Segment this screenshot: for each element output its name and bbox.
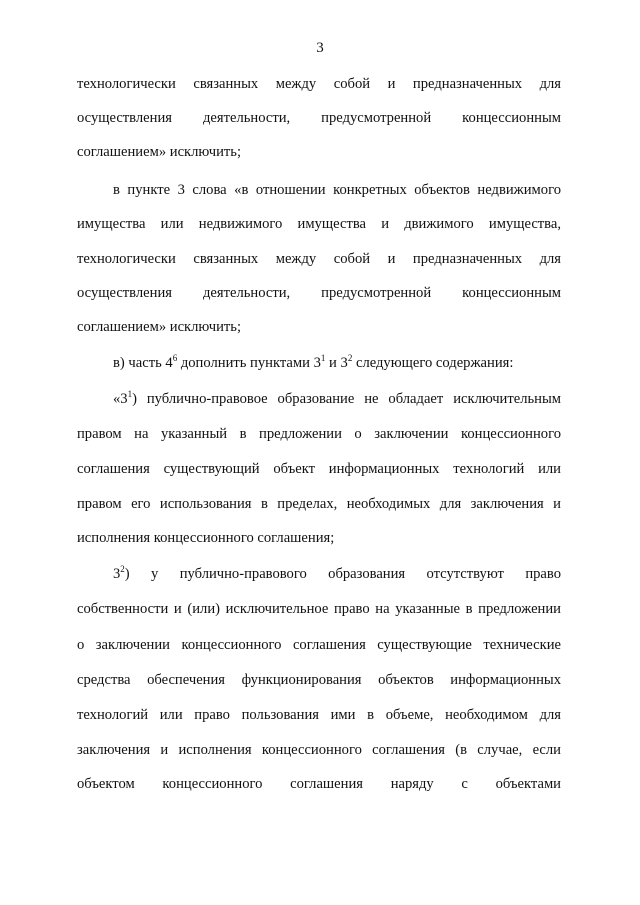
- text-fragment: ) у публично-правового образования отсутствуют право: [124, 566, 561, 582]
- text-line: [113, 564, 561, 584]
- text-line: правом его использования в пределах, необходимых для заключения и: [77, 496, 561, 512]
- text-fragment: дополнить пунктами 3: [177, 355, 321, 371]
- superscript: 1: [320, 353, 326, 363]
- text-line: средства обеспечения функционирования объектов информационных: [77, 672, 561, 688]
- text-line: технологически связанных между собой и предназначенных для: [77, 251, 561, 267]
- text-line: собственности и (или) исключительное право на указанные в предложении: [77, 601, 561, 617]
- text-fragment: 3: [113, 566, 121, 582]
- text-fragment: и 3: [325, 355, 348, 371]
- superscript: 2: [120, 564, 125, 574]
- text-fragment: в) часть 4: [113, 355, 173, 371]
- text-line: соглашения существующий объект информационных технологий или: [77, 461, 561, 477]
- text-line: технологий или право пользования ими в объеме, необходимом для: [77, 707, 561, 723]
- text-line: соглашением» исключить;: [77, 144, 242, 160]
- text-line: правом на указанный в предложении о заключении концессионного: [77, 426, 561, 442]
- text-line: заключения и исполнения концессионного соглашения (в случае, если: [77, 742, 561, 758]
- page-number: 3: [316, 40, 324, 56]
- superscript: 1: [127, 389, 133, 399]
- text-line: [113, 353, 561, 373]
- text-line: осуществления деятельности, предусмотренной концессионным: [77, 285, 561, 301]
- text-line: осуществления деятельности, предусмотренной концессионным: [77, 110, 561, 126]
- text-line: технологически связанных между собой и предназначенных для: [77, 76, 561, 92]
- text-line: исполнения концессионного соглашения;: [77, 530, 335, 546]
- text-fragment: следующего содержания:: [352, 355, 514, 371]
- text-line: объектом концессионного соглашения наряду с объектами: [77, 776, 561, 792]
- text-line: в пункте 3 слова «в отношении конкретных объектов недвижимого: [113, 182, 561, 198]
- text-line: имущества или недвижимого имущества и движимого имущества,: [77, 216, 561, 232]
- text-fragment: «3: [113, 391, 128, 407]
- superscript: 6: [172, 353, 178, 363]
- text-line: о заключении концессионного соглашения существующие технические: [77, 637, 561, 653]
- text-fragment: ) публично-правовое образование не обладает исключительным: [132, 391, 561, 407]
- superscript: 2: [347, 353, 353, 363]
- text-line: соглашением» исключить;: [77, 319, 242, 335]
- text-line: [113, 389, 561, 409]
